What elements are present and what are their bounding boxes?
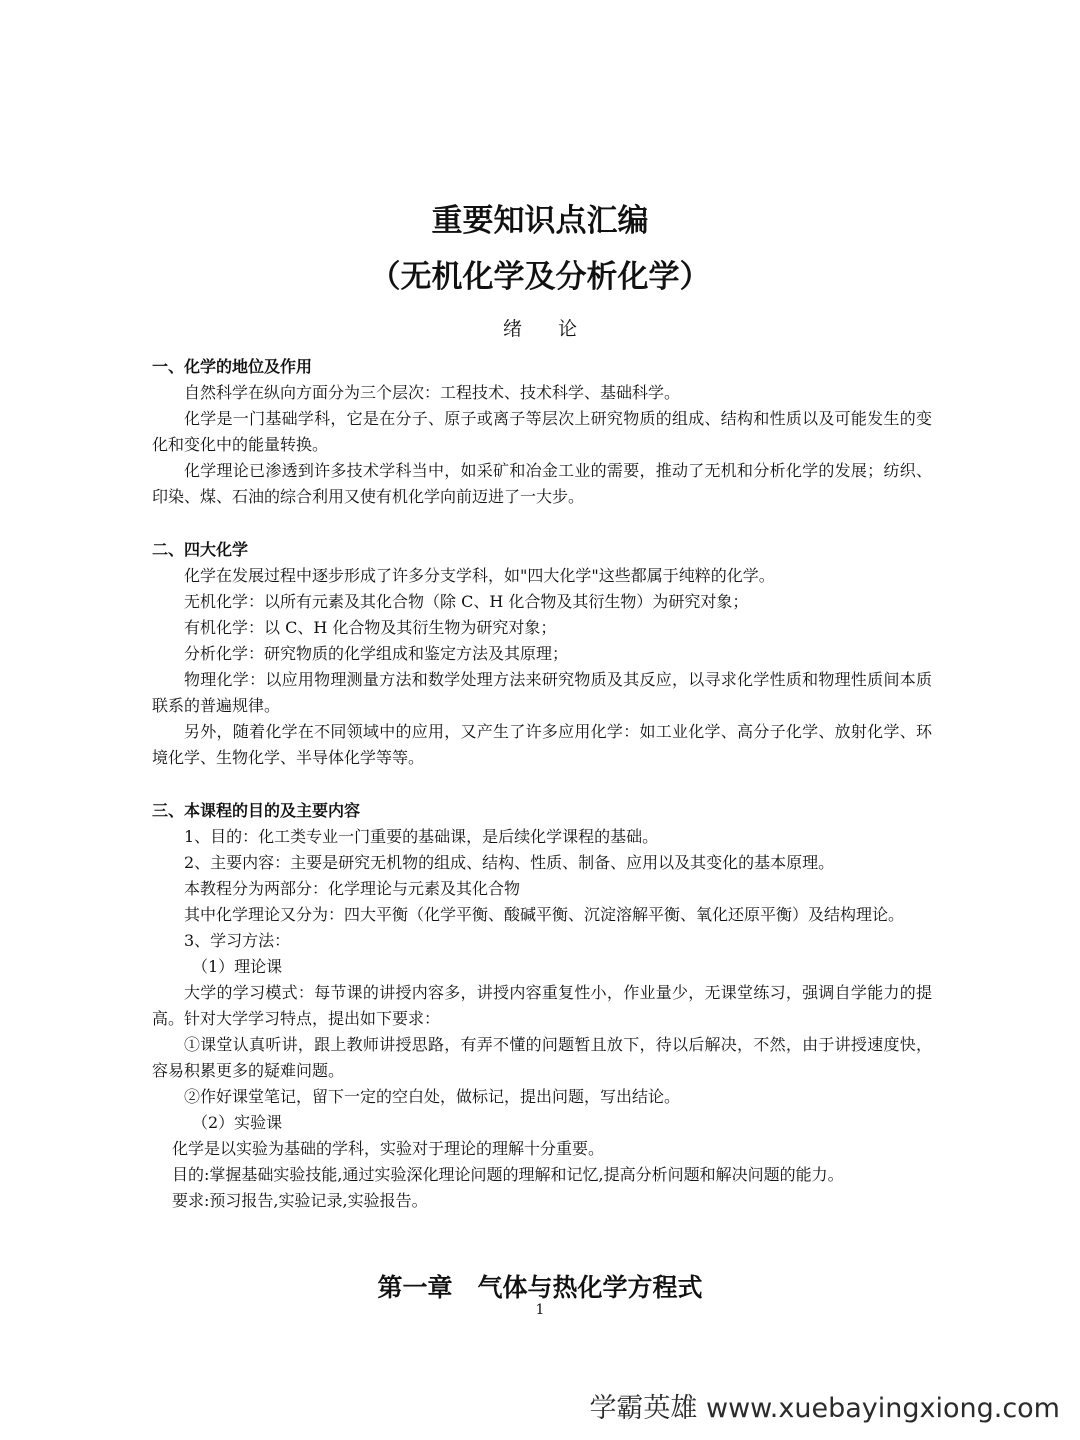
page-number: 1 xyxy=(535,1302,545,1318)
paragraph: 其中化学理论又分为：四大平衡（化学平衡、酸碱平衡、沉淀溶解平衡、氧化还原平衡）及结构理论。 xyxy=(184,905,905,924)
paragraph: 3、学习方法： xyxy=(184,931,291,950)
document-title: 重要知识点汇编 xyxy=(431,203,649,239)
paragraph: ②作好课堂笔记，留下一定的空白处，做标记，提出问题，写出结论。 xyxy=(184,1087,681,1106)
document-subtitle: （无机化学及分析化学） xyxy=(369,259,711,295)
paragraph: 要求:预习报告,实验记录,实验报告。 xyxy=(172,1191,428,1210)
paragraph: 1、目的：化工类专业一门重要的基础课，是后续化学课程的基础。 xyxy=(184,827,659,846)
section-heading: 二、四大化学 xyxy=(152,540,249,559)
paragraph: 有机化学：以 C、H 化合物及其衍生物为研究对象； xyxy=(184,618,557,637)
paragraph: 本教程分为两部分：化学理论与元素及其化合物 xyxy=(184,879,521,898)
paragraph: 大学的学习模式：每节课的讲授内容多，讲授内容重复性小，作业量少，无课堂练习，强调自学能力的提高。针对大学学习特点，提出如下要求： xyxy=(152,983,932,1028)
body-content xyxy=(152,354,932,1214)
paragraph: 化学是一门基础学科，它是在分子、原子或离子等层次上研究物质的组成、结构和性质以及可能发生的变化和变化中的能量转换。 xyxy=(152,409,932,454)
paragraph: 目的:掌握基础实验技能,通过实验深化理论问题的理解和记忆,提高分析问题和解决问题的能力。 xyxy=(172,1165,844,1184)
paragraph: 另外，随着化学在不同领域中的应用，又产生了许多应用化学：如工业化学、高分子化学、放射化学、环境化学、生物化学、半导体化学等等。 xyxy=(152,722,932,767)
paragraph: 无机化学：以所有元素及其化合物（除 C、H 化合物及其衍生物）为研究对象； xyxy=(184,592,749,611)
section-spacer xyxy=(152,510,932,537)
subheading: （2）实验课 xyxy=(192,1113,283,1132)
section-spacer xyxy=(152,771,932,798)
paragraph: 自然科学在纵向方面分为三个层次：工程技术、技术科学、基础科学。 xyxy=(184,383,681,402)
paragraph: 化学在发展过程中逐步形成了许多分支学科，如"四大化学"这些都属于纯粹的化学。 xyxy=(184,566,775,585)
paragraph: 2、主要内容：主要是研究无机物的组成、结构、性质、制备、应用以及其变化的基本原理。 xyxy=(184,853,835,872)
paragraph: 化学是以实验为基础的学科，实验对于理论的理解十分重要。 xyxy=(172,1139,605,1158)
site-watermark: 学霸英雄 www.xuebayingxiong.com xyxy=(589,1393,1060,1424)
paragraph: 分析化学：研究物质的化学组成和鉴定方法及其原理； xyxy=(184,644,569,663)
paragraph: 化学理论已渗透到许多技术学科当中，如采矿和冶金工业的需要，推动了无机和分析化学的发展；纺织、印染、煤、石油的综合利用又使有机化学向前迈进了一大步。 xyxy=(152,461,932,506)
section-heading: 一、化学的地位及作用 xyxy=(152,357,313,376)
paragraph: 物理化学：以应用物理测量方法和数学处理方法来研究物质及其反应，以寻求化学性质和物理性质间本质联系的普遍规律。 xyxy=(152,670,932,715)
section-heading: 三、本课程的目的及主要内容 xyxy=(152,801,361,820)
paragraph: ①课堂认真听讲，跟上教师讲授思路，有弄不懂的问题暂且放下，待以后解决，不然，由于讲授速度快，容易积累更多的疑难问题。 xyxy=(152,1035,932,1080)
subheading: （1）理论课 xyxy=(192,957,283,976)
intro-heading: 绪论 xyxy=(502,318,613,340)
chapter-title: 第一章 气体与热化学方程式 xyxy=(377,1273,703,1302)
